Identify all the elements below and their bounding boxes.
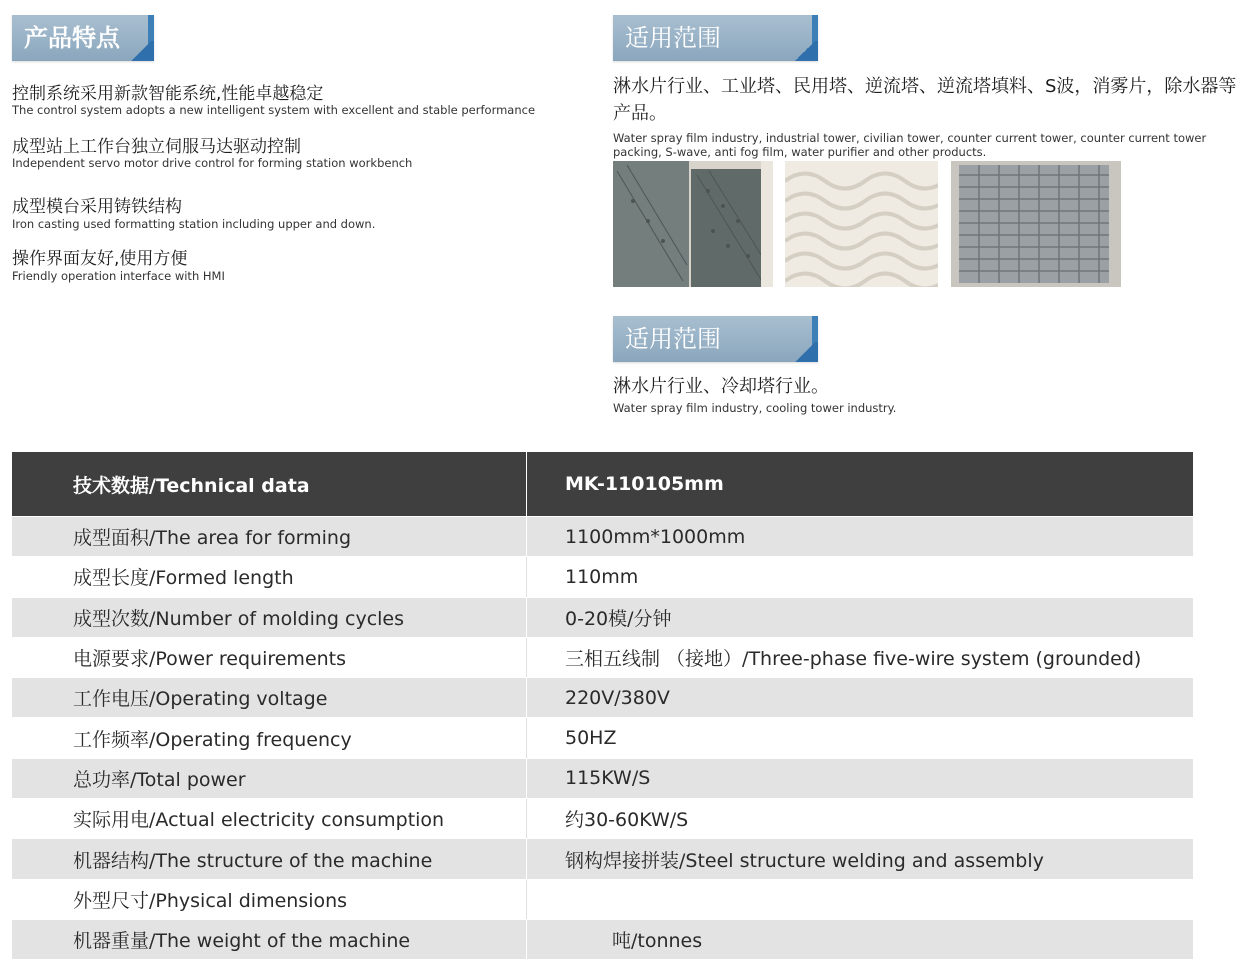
scope-2-en: Water spray film industry, cooling tower industry. bbox=[613, 401, 897, 415]
scope-1-cn: 淋水片行业、工业塔、民用塔、逆流塔、逆流塔填料、S波，消雾片，除水器等产品。 bbox=[613, 76, 1237, 124]
row-value: 1100mm*1000mm bbox=[565, 525, 746, 548]
row-label: 成型次数/Number of molding cycles bbox=[12, 598, 527, 637]
row-value bbox=[527, 880, 1193, 919]
row-label: 机器结构/The structure of the machine bbox=[12, 839, 527, 878]
table-row bbox=[12, 638, 1193, 678]
scope-heading-1: 适用范围 bbox=[613, 15, 818, 61]
feature-1-cn: 控制系统采用新款智能系统,性能卓越稳定 bbox=[12, 84, 324, 104]
table-row bbox=[12, 678, 1193, 718]
white-wave-sheets-photo bbox=[785, 161, 938, 287]
table-row bbox=[12, 920, 1193, 960]
feature-3-en: Iron casting used formatting station including upper and down. bbox=[12, 217, 376, 231]
row-label: 外型尺寸/Physical dimensions bbox=[12, 880, 527, 919]
row-label: 工作电压/Operating voltage bbox=[12, 678, 527, 717]
table-row bbox=[12, 759, 1193, 799]
row-value: 220V/380V bbox=[565, 686, 670, 709]
table-row bbox=[12, 598, 1193, 638]
row-value: 0-20模/分钟 bbox=[565, 607, 672, 630]
feature-4-cn: 操作界面友好,使用方便 bbox=[12, 249, 188, 269]
table-row bbox=[12, 557, 1193, 597]
row-label: 实际用电/Actual electricity consumption bbox=[12, 799, 527, 838]
table-row bbox=[12, 799, 1193, 839]
row-value: 110mm bbox=[565, 565, 639, 588]
table-row bbox=[12, 517, 1193, 557]
row-value: 50HZ bbox=[565, 727, 617, 750]
feature-4-en: Friendly operation interface with HMI bbox=[12, 269, 225, 283]
feature-1-en: The control system adopts a new intelligent system with excellent and stable performance bbox=[12, 103, 536, 117]
scope-2-cn: 淋水片行业、冷却塔行业。 bbox=[613, 376, 829, 397]
row-value: 钢构焊接拼装/Steel structure welding and assembly bbox=[565, 849, 1044, 872]
scope-1-en: Water spray film industry, industrial tower, civilian tower, counter current tower, counter current tower packing, S-wave, anti fog film, water purifier and other products. bbox=[613, 131, 1207, 159]
table-row bbox=[12, 839, 1193, 879]
row-value: 115KW/S bbox=[565, 767, 651, 790]
header-label: 技术数据/Technical data bbox=[12, 452, 527, 516]
feature-2-cn: 成型站上工作台独立伺服马达驱动控制 bbox=[12, 137, 301, 157]
header-model: MK-110105mm bbox=[565, 473, 724, 495]
row-label: 机器重量/The weight of the machine bbox=[12, 920, 527, 959]
row-label: 成型长度/Formed length bbox=[12, 557, 527, 596]
row-label: 成型面积/The area for forming bbox=[12, 517, 527, 556]
scope-heading-2: 适用范围 bbox=[613, 316, 818, 362]
table-row bbox=[12, 880, 1193, 920]
dark-gray-fill-sheets-photo bbox=[613, 161, 773, 287]
table-header-row bbox=[12, 452, 1193, 517]
features-heading: 产品特点 bbox=[12, 15, 154, 61]
gray-grid-fill-pack-photo bbox=[951, 161, 1121, 287]
feature-2-en: Independent servo motor drive control for forming station workbench bbox=[12, 156, 413, 170]
row-value: 吨/tonnes bbox=[612, 930, 703, 953]
row-value: 约30-60KW/S bbox=[565, 809, 689, 832]
table-row bbox=[12, 718, 1193, 758]
row-label: 总功率/Total power bbox=[12, 759, 527, 798]
technical-data-table bbox=[12, 452, 1193, 960]
row-label: 工作频率/Operating frequency bbox=[12, 718, 527, 757]
row-value: 三相五线制 （接地）/Three-phase five-wire system (grounded) bbox=[565, 648, 1142, 671]
feature-3-cn: 成型模台采用铸铁结构 bbox=[12, 197, 182, 217]
row-label: 电源要求/Power requirements bbox=[12, 638, 527, 677]
